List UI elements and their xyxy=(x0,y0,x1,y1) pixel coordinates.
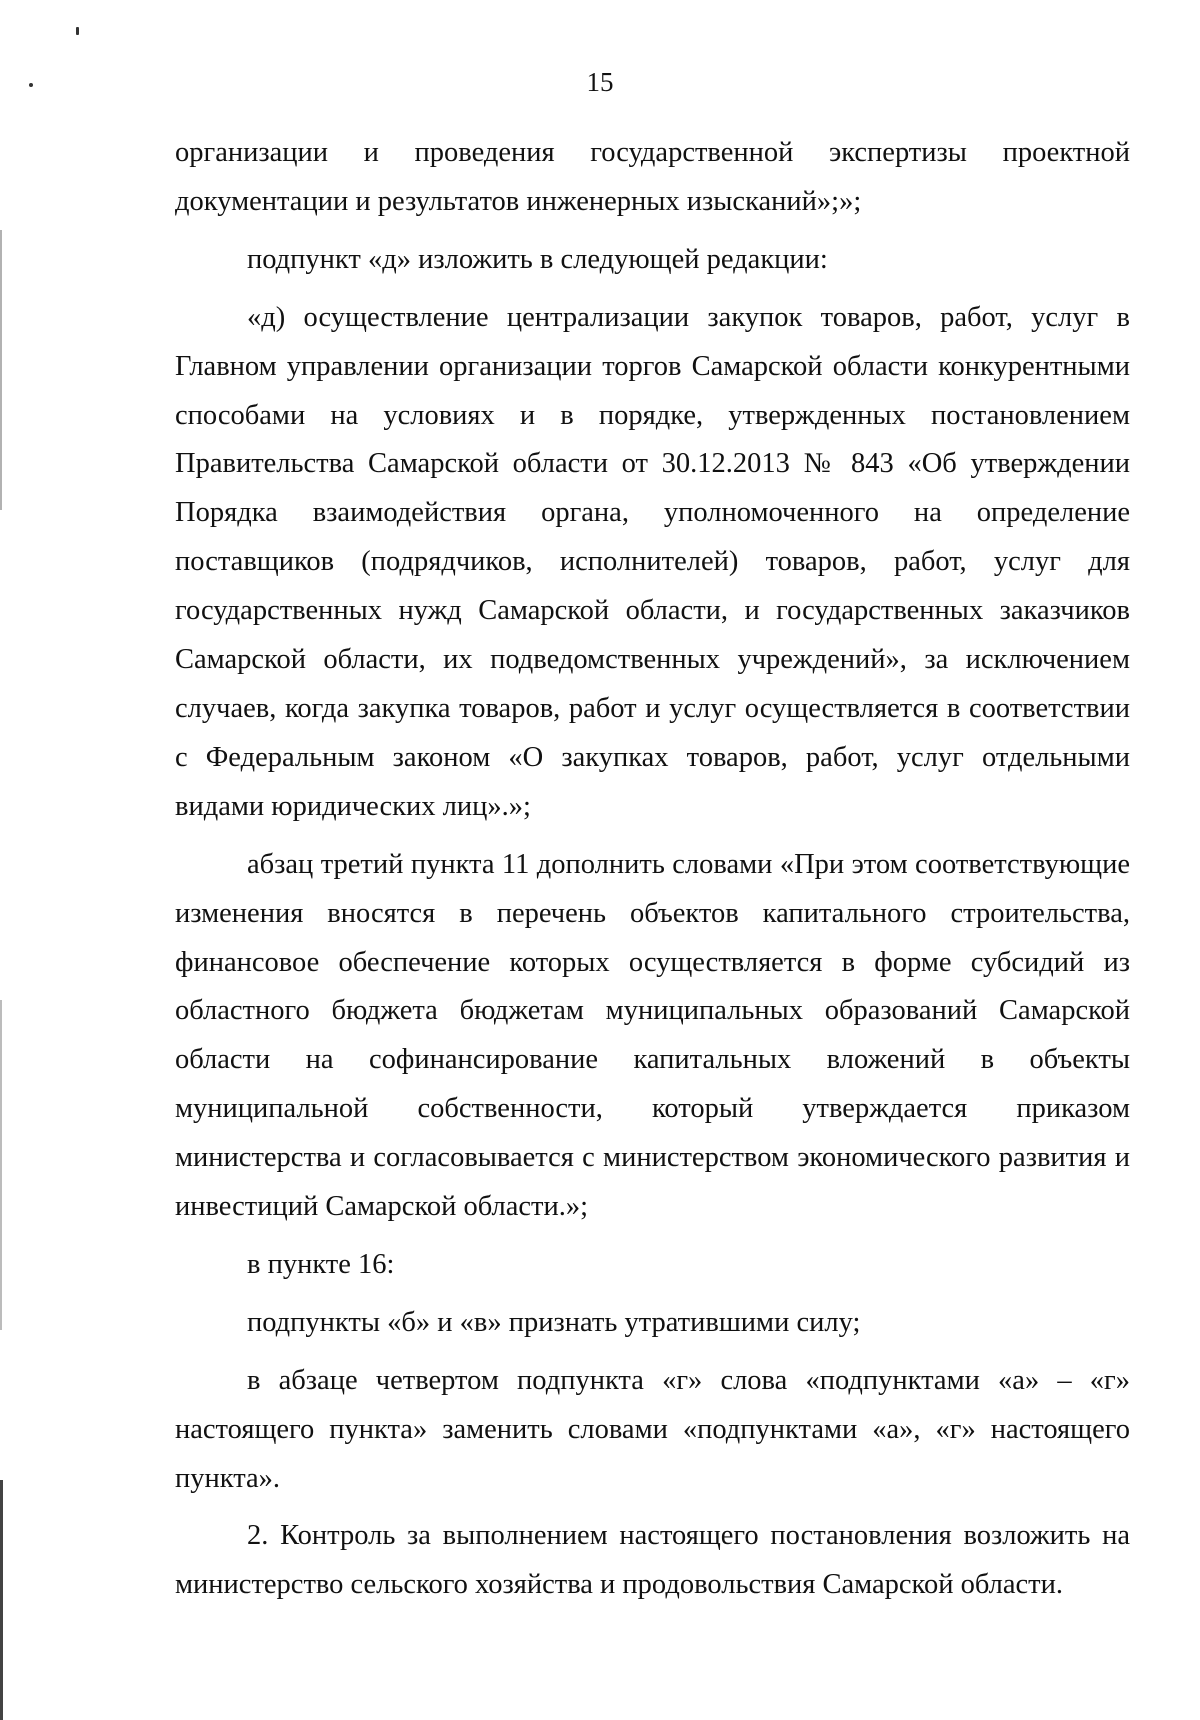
paragraph-point-16-subitems-repealed: подпункты «б» и «в» признать утратившими силу; xyxy=(247,1306,861,1338)
scan-left-edge-mark xyxy=(0,1000,2,1330)
paragraph-point-16-heading: в пункте 16: xyxy=(247,1248,395,1280)
scan-left-edge-mark xyxy=(0,1480,3,1720)
paragraph-point-16-subitem-g-amendment: в абзаце четвертом подпункта «г» слова «подпунктами «а» – «г» настоящего пункта» заменить словами «подпунктами «а», «г» настоящего пункта». xyxy=(175,1364,1130,1494)
page-number: 15 xyxy=(586,67,614,97)
paragraph-subitem-d-instruction: подпункт «д» изложить в следующей редакции: xyxy=(247,243,828,275)
scan-speck xyxy=(76,27,79,35)
paragraph-subitem-d-text: «д) осуществление централизации закупок товаров, работ, услуг в Главном управлении организации торгов Самарской области конкурентными способами на условиях и в порядке, утвержденных постановлением Правительства Самарской области от 30.12.2013 № 843 «Об утверждении Порядка взаимодействия органа, уполномоченного на определение поставщиков (подрядчиков, исполнителей) товаров, работ, услуг для государственных нужд Самарской области, и государственных заказчиков Самарской области, их подведомственных учреждений», за исключением случаев, когда закупка товаров, работ и услуг осуществляется в соответствии с Федеральным законом «О закупках товаров, работ, услуг отдельными видами юридических лиц».»; xyxy=(175,301,1130,822)
scan-left-edge-mark xyxy=(0,230,2,510)
paragraph-point-11-amendment: абзац третий пункта 11 дополнить словами «При этом соответствующие изменения вносятся в перечень объектов капитального строительства, финансовое обеспечение которых осуществляется в форме субсидий из областного бюджета бюджетам муниципальных образований Самарской области на софинансирование капитальных вложений в объекты муниципальной собственности, который утверждается приказом министерства и согласовывается с министерством экономического развития и инвестиций Самарской области.»; xyxy=(175,848,1130,1223)
paragraph-control-clause: 2. Контроль за выполнением настоящего постановления возложить на министерство сельского хозяйства и продовольствия Самарской области. xyxy=(175,1520,1130,1601)
document-body xyxy=(175,129,1130,1610)
paragraph-continuation: организации и проведения государственной экспертизы проектной документации и результатов инженерных изысканий»;»; xyxy=(175,137,1130,217)
